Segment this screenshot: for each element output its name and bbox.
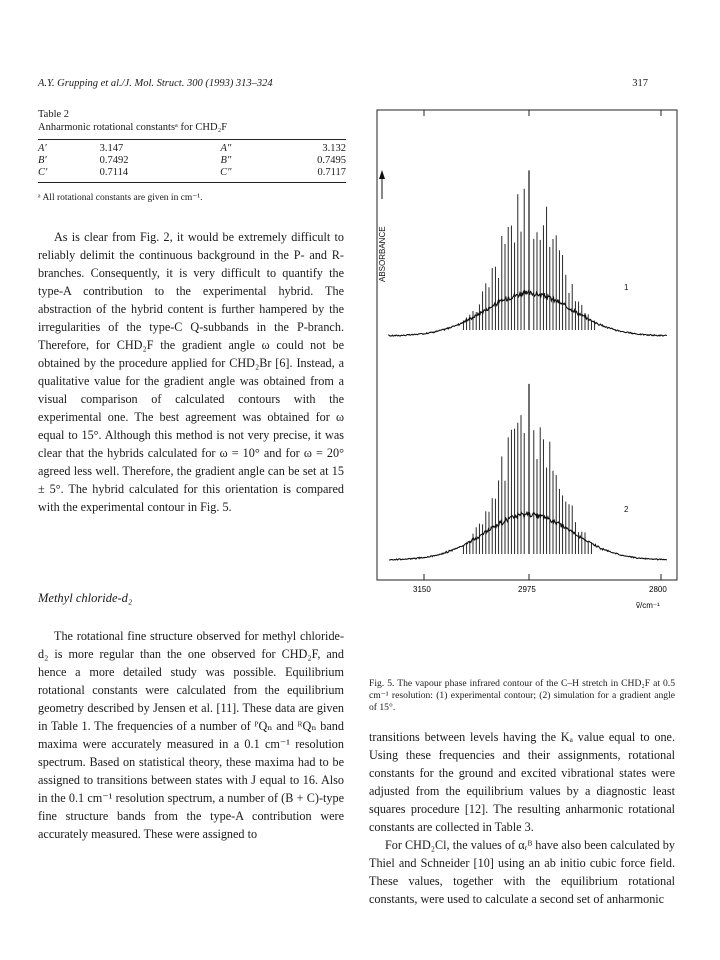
spectrum-contour	[389, 512, 667, 560]
paragraph: For CHD₂Cl, the values of αᵣᴮ have also been calculated by Thiel and Schneider [10] using an ab initio cubic force field. These values, together with the equilibrium rotational constants, were used to calculate a second set of anharmonic	[369, 838, 675, 906]
trace-label-1: 1	[624, 283, 629, 292]
left-column-text-1	[38, 228, 344, 516]
table-cell: 3.132	[322, 143, 346, 154]
absorbance-axis	[378, 170, 387, 282]
section-heading: Methyl chloride-d₂	[38, 591, 133, 605]
table-cell: 0.7114	[99, 167, 129, 178]
table-cell: C′	[38, 167, 48, 178]
table-cell: 0.7495	[317, 155, 346, 166]
paragraph: The rotational fine structure observed for methyl chloride-d₂ is more regular than the one observed for CHD₂F, and hence a more detailed study was possible. Equilibrium rotational constants were calculated from the equilibrium geometry described by Jensen et al. [11]. These data are given in Table 1. The frequencies of a number of ᴾQₙ and ᴿQₙ band maxima were accurately measured in a 0.1 cm⁻¹ resolution spectrum. Based on statistical theory, these maxima had to be assigned to transitions between states with J equal to 16. Also in the 0.1 cm⁻¹ resolution spectrum, a number of (B + C)-type fine structure bands from the type-A contribution were accurately measured. These were assigned to	[38, 629, 344, 841]
running-head: A.Y. Grupping et al./J. Mol. Struct. 300 (1993) 313–324	[38, 78, 273, 89]
table-row	[38, 143, 346, 155]
table-2	[38, 108, 346, 203]
trace-simulation	[389, 384, 667, 560]
spectrum-figure-svg	[369, 104, 683, 614]
table-cell: A″	[220, 143, 232, 154]
table-cell: A′	[38, 143, 47, 154]
arrow-up-icon	[379, 170, 385, 179]
figure-5	[369, 104, 683, 614]
table-cell: C″	[220, 167, 232, 178]
table-cell: 3.147	[99, 143, 124, 154]
paragraph: transitions between levels having the Kₐ value equal to one. Using these frequencies and their assignments, rotational constants for the ground and excited vibrational states were adjusted from the equilibrium values by a diagnostic least squares procedure [12]. The resulting anharmonic rotational constants are collected in Table 3.	[369, 730, 675, 834]
trace-label-2: 2	[624, 505, 629, 514]
x-tick-label: 2800	[649, 585, 667, 594]
table-caption: Anharmonic rotational constantsᵃ for CHD₂F	[38, 122, 228, 133]
table-cell: B′	[38, 155, 47, 166]
page-number: 317	[632, 78, 648, 89]
table-row	[38, 155, 346, 167]
left-column-text-2	[38, 627, 344, 843]
figure-frame	[377, 110, 677, 580]
table-footnote: ᵃ All rotational constants are given in cm⁻¹.	[38, 193, 203, 203]
table-cell: 0.7117	[317, 167, 346, 178]
paragraph: As is clear from Fig. 2, it would be extremely difficult to reliably delimit the continuous background in the P- and R-branches. Consequently, it is very difficult to quantify the type-A contribution to the experimental hybrid. The abstraction of the hybrid content is further hampered by the irregularities of the type-C Q-subbands in the P-branch. Therefore, for CHD₂F the gradient angle ω could not be obtained by the procedure applied for CHD₂Br [6]. Instead, a qualitative value for the gradient angle was obtained from a visual comparison of calculated contours with the experimental one. The best agreement was obtained for ω equal to 15°. Although this method is not very precise, it was clear that the hybrids calculated for ω = 10° and for ω = 20° agreed less well. Therefore, the gradient angle can be set at 15 ± 5°. The hybrid calculated for this orientation is compared with the experimental contour in Fig. 5.	[38, 230, 344, 514]
spectrum-contour	[389, 291, 667, 336]
table-label: Table 2	[38, 109, 70, 120]
trace-experimental	[389, 170, 667, 336]
table-top-rule	[38, 139, 346, 140]
x-tick-label: 2975	[518, 585, 536, 594]
x-axis-unit: ṽ/cm⁻¹	[636, 601, 660, 610]
table-row	[38, 167, 346, 179]
figure-caption: Fig. 5. The vapour phase infrared contour of the C–H stretch in CHD₂F at 0.5 cm⁻¹ resolution: (1) experimental contour; (2) simulation for a gradient angle of 15°.	[369, 678, 675, 713]
rotational-constants-table	[38, 143, 346, 179]
table-cell: 0.7492	[99, 155, 129, 166]
x-tick-label: 3150	[413, 585, 431, 594]
right-column-text	[369, 728, 675, 908]
y-axis-label: ABSORBANCE	[378, 226, 387, 282]
table-cell: B″	[220, 155, 232, 166]
table-bottom-rule	[38, 182, 346, 183]
